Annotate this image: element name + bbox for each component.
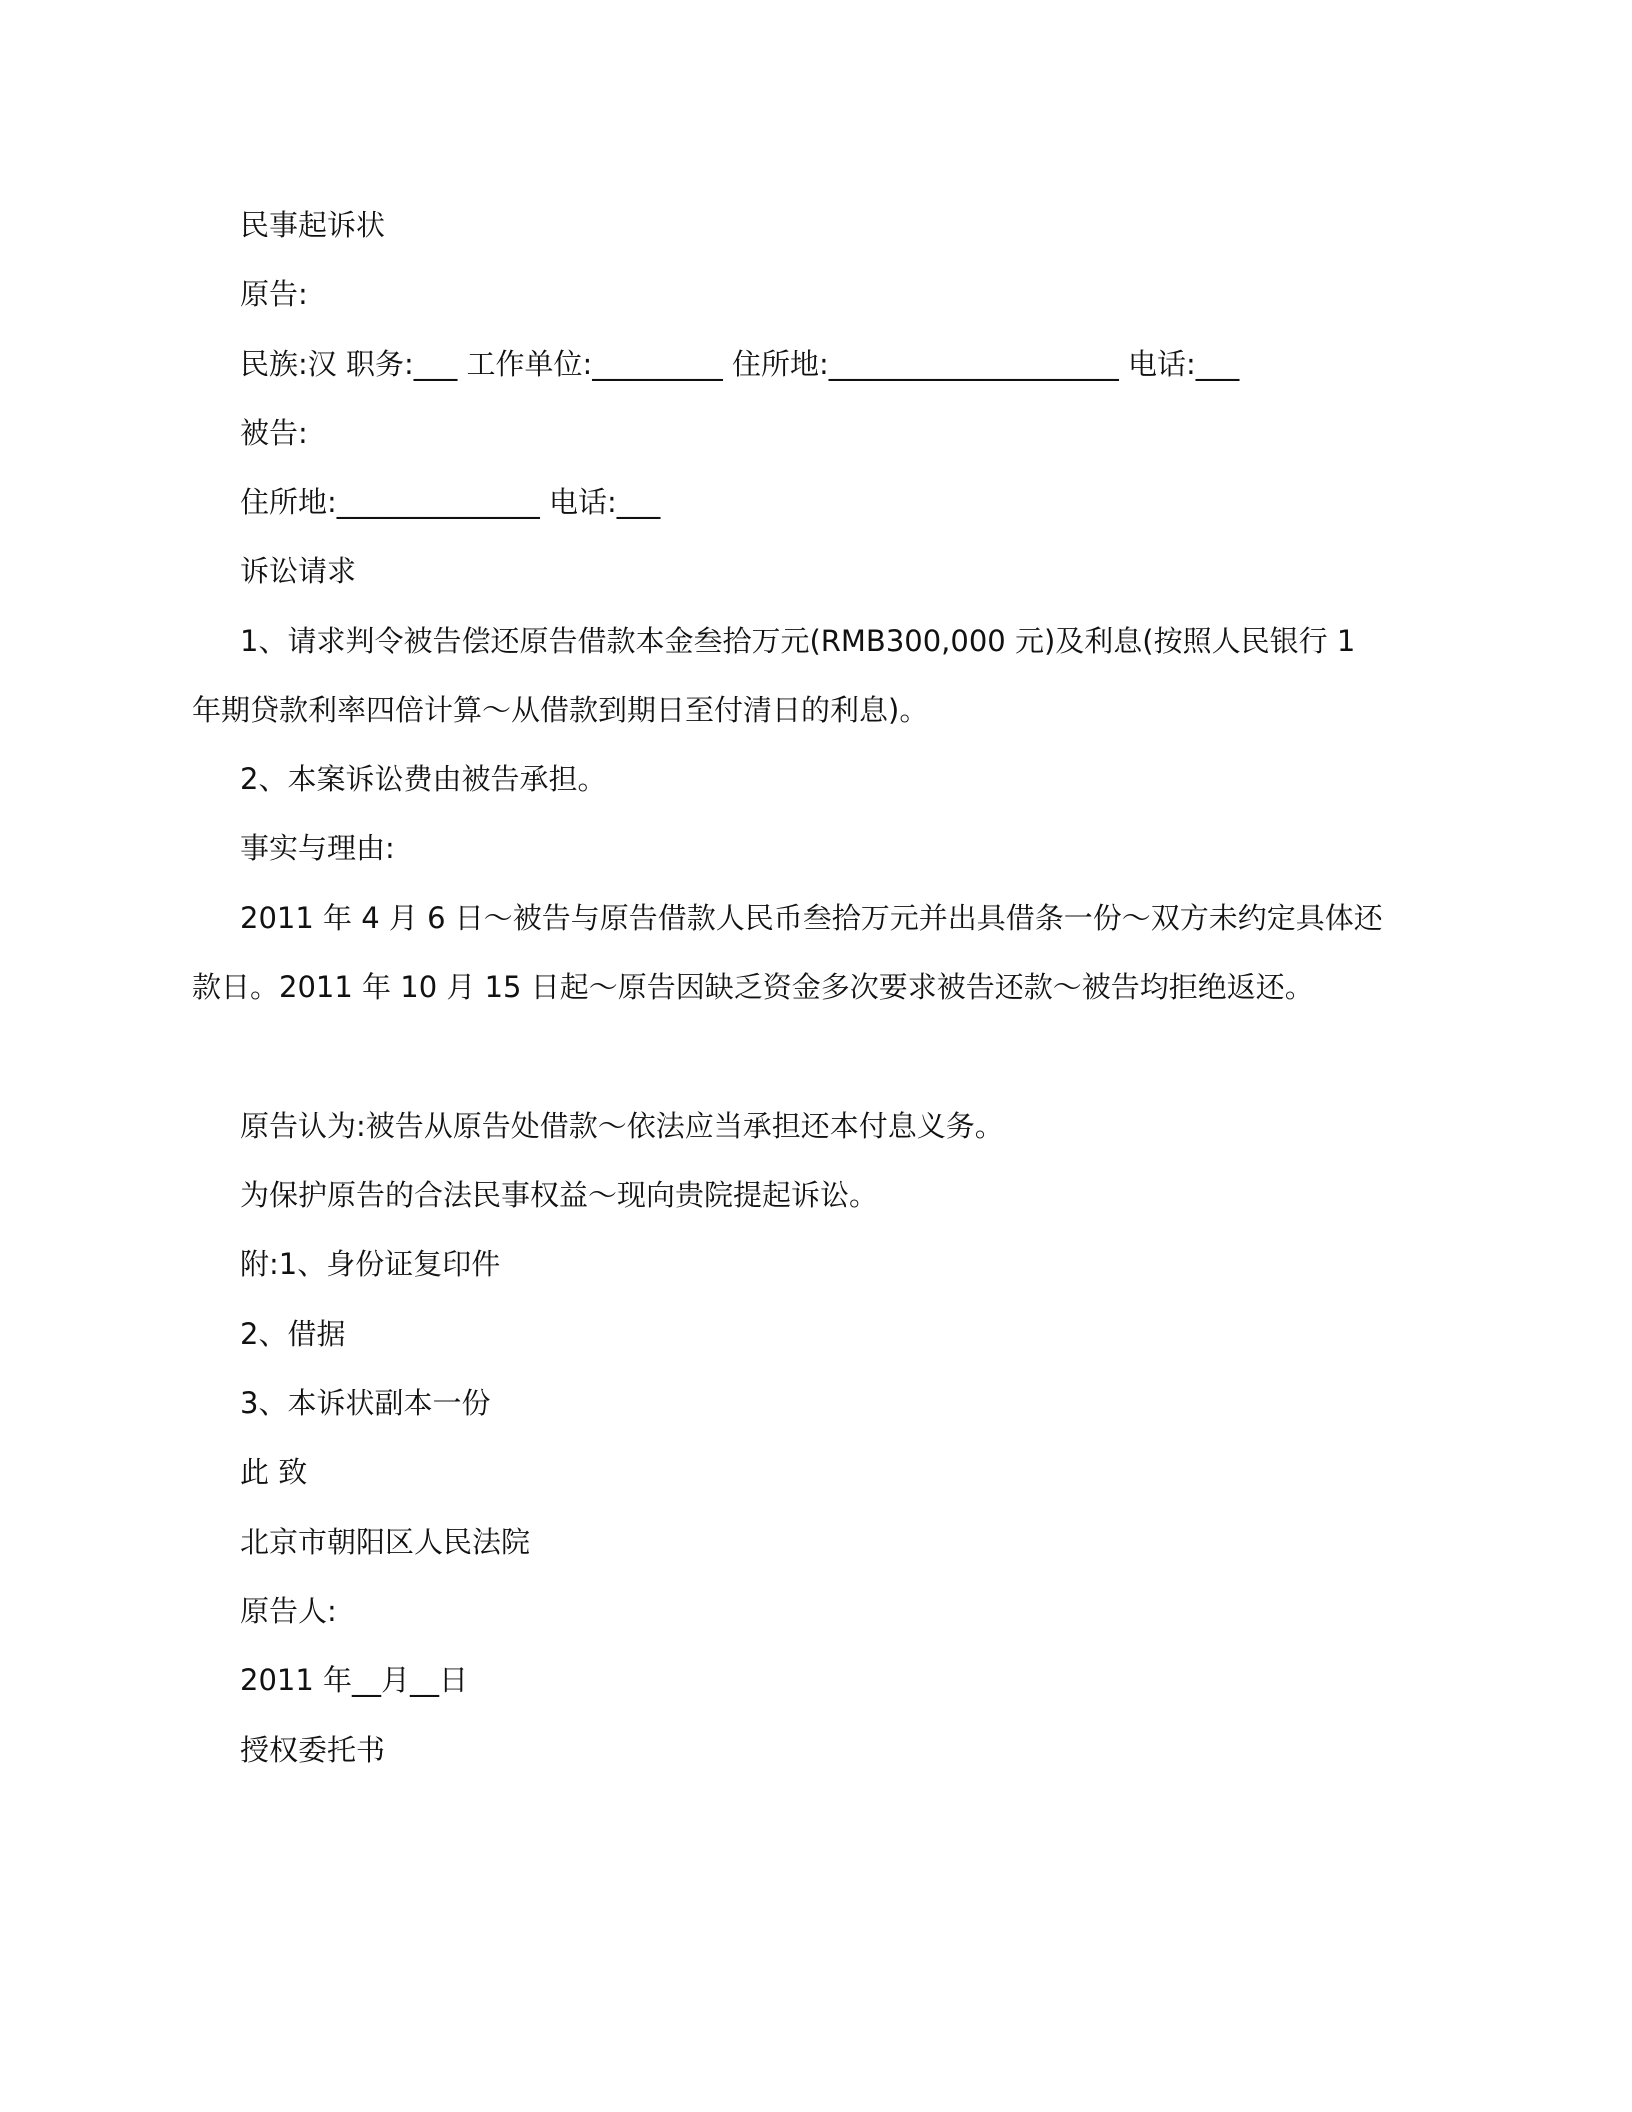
protection-statement: 为保护原告的合法民事权益～现向贵院提起诉讼。 — [240, 1178, 879, 1212]
document-title: 民事起诉状 — [240, 208, 386, 242]
defendant-label: 被告: — [240, 416, 308, 450]
defendant-info: 住所地:______________ 电话:___ — [240, 485, 661, 519]
signature-label: 原告人: — [240, 1594, 337, 1628]
attachment-3: 3、本诉状副本一份 — [240, 1386, 491, 1420]
plaintiff-opinion: 原告认为:被告从原告处借款～依法应当承担还本付息义务。 — [240, 1109, 1004, 1143]
facts-paragraph: 2011 年 4 月 6 日～被告与原告借款人民币叁拾万元并出具借条一份～双方未约定具体还款日。2011 年 10 月 15 日起～原告因缺乏资金多次要求被告还款～被告均拒绝返还。 — [192, 901, 1383, 1004]
plaintiff-info: 民族:汉 职务:___ 工作单位:_________ 住所地:____________________ 电话:___ — [240, 347, 1240, 381]
attachment-1: 附:1、身份证复印件 — [240, 1247, 501, 1281]
next-document-title: 授权委托书 — [240, 1733, 386, 1767]
attachment-2: 2、借据 — [240, 1317, 346, 1351]
document-date: 2011 年__月__日 — [240, 1663, 469, 1697]
salutation: 此 致 — [240, 1455, 308, 1489]
claim-2: 2、本案诉讼费由被告承担。 — [240, 762, 607, 796]
court-name: 北京市朝阳区人民法院 — [240, 1525, 531, 1559]
claim-1: 1、请求判令被告偿还原告借款本金叁拾万元(RMB300,000 元)及利息(按照人民银行 1 年期贷款利率四倍计算～从借款到期日至付清日的利息)。 — [192, 624, 1356, 727]
claims-heading: 诉讼请求 — [240, 554, 357, 588]
plaintiff-label: 原告: — [240, 277, 308, 311]
facts-heading: 事实与理由: — [240, 831, 395, 865]
